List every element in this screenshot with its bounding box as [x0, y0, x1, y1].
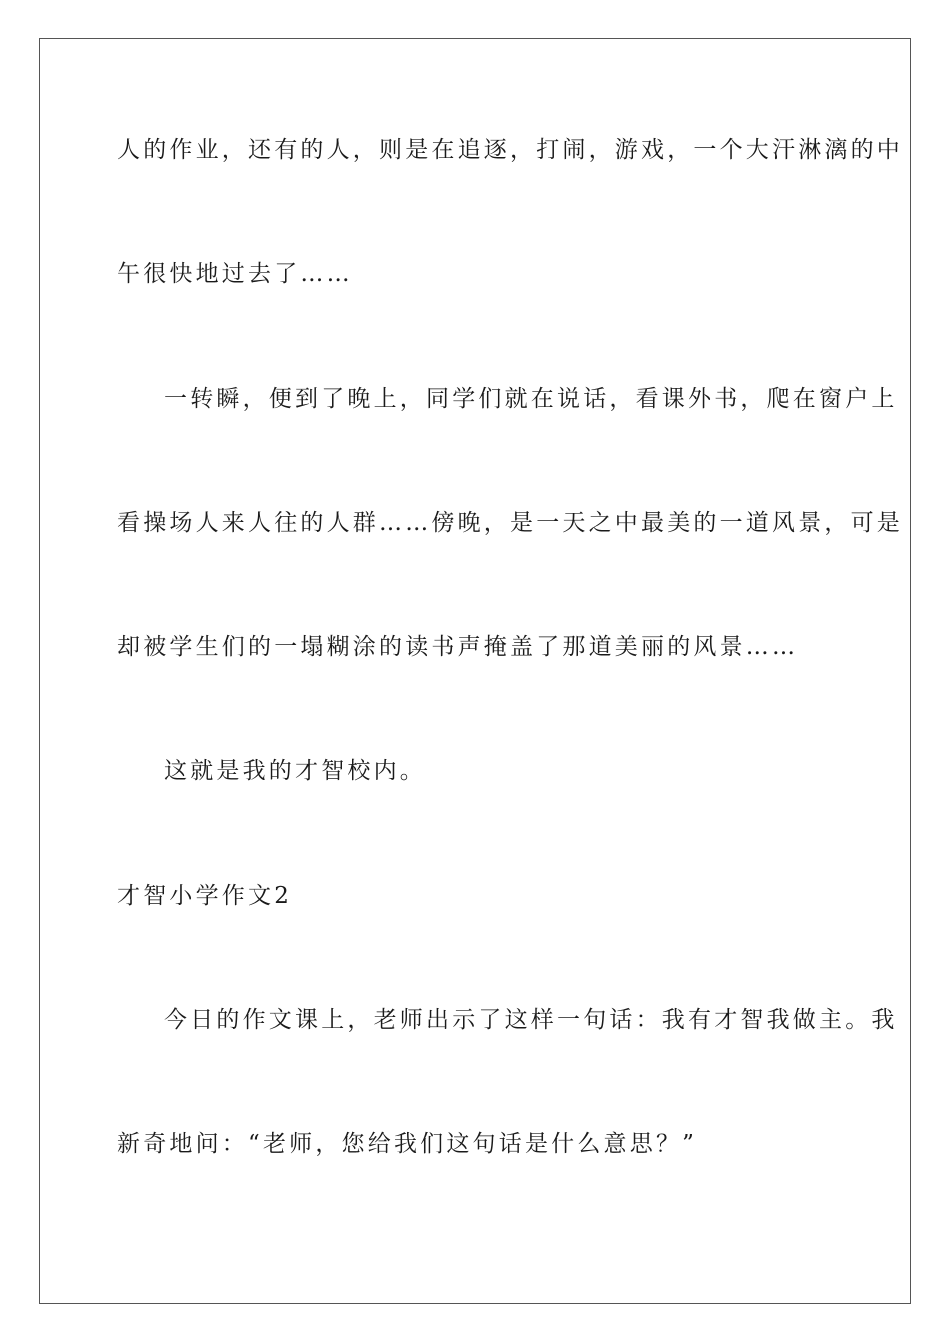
page-border	[39, 38, 911, 1304]
paragraph-line: 这就是我的才智校内。	[164, 758, 426, 784]
paragraph-line: 人的作业，还有的人，则是在追逐，打闹，游戏，一个大汗淋漓的中	[117, 137, 903, 163]
paragraph-line: 看操场人来人往的人群……傍晚，是一天之中最美的一道风景，可是	[117, 510, 903, 536]
paragraph-line: 却被学生们的一塌糊涂的读书声掩盖了那道美丽的风景……	[117, 634, 799, 660]
paragraph-line: 今日的作文课上，老师出示了这样一句话：我有才智我做主。我	[164, 1007, 898, 1033]
section-heading: 才智小学作文2	[117, 883, 293, 909]
paragraph-line: 一转瞬，便到了晚上，同学们就在说话，看课外书，爬在窗户上	[164, 386, 898, 412]
paragraph-line: 新奇地问：“老师，您给我们这句话是什么意思？”	[117, 1131, 698, 1157]
paragraph-line: 午很快地过去了……	[117, 261, 353, 287]
